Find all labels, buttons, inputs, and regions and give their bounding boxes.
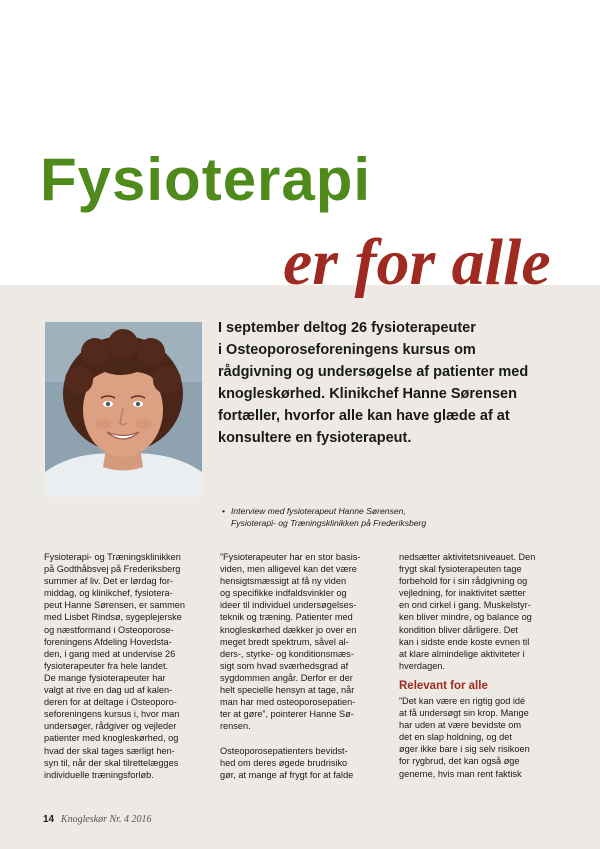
- text-line: Osteoporosepatienters bevidst-: [220, 745, 348, 756]
- text-line: sygdommen angår. Derfor er der: [220, 672, 353, 683]
- text-line: øger ikke bare i sig selv risikoen: [399, 744, 530, 755]
- text-line: viden, men alligevel kan det være: [220, 564, 357, 575]
- text-line: hed om deres øgede brudrisiko: [220, 757, 348, 768]
- text-line: frygt skal fysioterapeuten tage: [399, 564, 522, 575]
- article-column-3: [399, 551, 559, 780]
- article-column-1: [44, 551, 204, 781]
- text-line: summer af liv. Det er lørdag for-: [44, 576, 173, 587]
- paragraph-gap: [399, 672, 559, 679]
- text-line: hensigtsmæssigt at få ny viden: [220, 576, 347, 587]
- photo-caption: [222, 505, 562, 529]
- text-line: forbehold for i sin rådgivning og: [399, 576, 528, 587]
- text-line: man har med osteoporosepatien-: [220, 697, 356, 708]
- text-line: på Godthåbsvej på Frederiksberg: [44, 564, 181, 575]
- text-line: generne, hvis man rent faktisk: [399, 768, 522, 779]
- text-line: har uden at være bevidste om: [399, 720, 522, 731]
- title-main: Fysioterapi: [40, 146, 372, 213]
- text-line: nedsætter aktivitetsniveauet. Den: [399, 552, 536, 562]
- text-line: og specifikke indfaldsvinkler og: [220, 588, 347, 599]
- text-line: peut Hanne Sørensen, er sammen: [44, 600, 185, 611]
- title-subtitle: er for alle: [283, 226, 551, 299]
- text-line: ter at gøre”, pointerer Hanne Sø-: [220, 709, 354, 720]
- text-line: og næstformand i Osteoporose-: [44, 624, 174, 635]
- text-line: teknik og træning. Patienter med: [220, 612, 353, 623]
- text-line: rensen.: [220, 721, 251, 732]
- paragraph-gap: [220, 732, 385, 744]
- page-footer: [43, 814, 151, 825]
- text-line: vejledning, for inaktivitet sætter: [399, 588, 526, 599]
- text-line: med Lisbet Rindsø, sygeplejerske: [44, 612, 182, 623]
- text-line: seforeningens kursus i, hvor man: [44, 709, 180, 720]
- text-line: helt specielle hensyn at tage, når: [220, 685, 355, 696]
- lead-line: I september deltog 26 fysioterapeuter: [218, 320, 476, 336]
- lead-paragraph: [218, 317, 558, 449]
- text-line: deren for at deltage i Osteoporo-: [44, 697, 177, 708]
- text-line: ken bliver mindre, og balance og: [399, 612, 532, 623]
- caption-line: Interview med fysioterapeut Hanne Sørensen,: [231, 506, 406, 516]
- text-line: patienter med knogleskørhed, og: [44, 733, 179, 744]
- caption-line: Fysioterapi- og Træningsklinikken på Frederiksberg: [231, 518, 427, 528]
- page-number: 14: [43, 814, 55, 825]
- text-line: knogleskørhed dækker jo over en: [220, 624, 357, 635]
- magazine-issue: Knogleskør Nr. 4 2016: [60, 814, 152, 825]
- text-line: at få undersøgt sin krop. Mange: [399, 708, 529, 719]
- text-line: De mange fysioterapeuter har: [44, 672, 166, 683]
- lead-line: i Osteoporoseforeningens kursus om: [218, 342, 476, 358]
- section-subheading: Relevant for alle: [399, 679, 488, 692]
- text-line: gør, at mange af frygt for at falde: [220, 769, 354, 780]
- lead-line: rådgivning og undersøgelse af patienter med: [218, 364, 529, 380]
- lead-line: fortæller, hvorfor alle kan have glæde af at: [218, 408, 510, 424]
- text-line: for rygbrud, det kan også øge: [399, 756, 520, 767]
- text-line: undersøger, rådgiver og vejleder: [44, 721, 177, 732]
- text-line: kan i sidste ende koste evnen til: [399, 636, 530, 647]
- lead-line: konsultere en fysioterapeut.: [218, 430, 412, 446]
- portrait-illustration: [45, 322, 202, 497]
- text-line: Fysioterapi- og Træningsklinikken: [44, 552, 181, 562]
- text-line: middag, og klinikchef, fysiotera-: [44, 588, 173, 599]
- text-line: hverdagen.: [399, 660, 445, 671]
- text-line: kondition bliver dårligere. Det: [399, 624, 518, 635]
- text-line: fysioterapeuter fra hele landet.: [44, 660, 169, 671]
- text-line: sigt som hvad sværhedsgrad af: [220, 660, 349, 671]
- text-line: ideer til individuel undersøgelses-: [220, 600, 357, 611]
- article-column-2: [220, 551, 385, 781]
- text-line: ”Det kan være en rigtig god idé: [399, 695, 526, 706]
- text-line: foreningens Afdeling Hovedsta-: [44, 636, 172, 647]
- text-line: valgt at rive en dag ud af kalen-: [44, 685, 173, 696]
- text-line: ”Fysioterapeuter har en stor basis-: [220, 552, 361, 562]
- text-line: individuelle træningsforløb.: [44, 769, 154, 780]
- portrait-photo: [45, 322, 202, 497]
- text-line: meget bredt spektrum, såvel al-: [220, 636, 349, 647]
- text-line: det en slap holdning, og det: [399, 732, 512, 743]
- text-line: en ond cirkel i gang. Muskelstyr-: [399, 600, 531, 611]
- bullet-icon: •: [222, 506, 226, 516]
- text-line: syn til, når der skal tilrettelægges: [44, 757, 179, 768]
- text-line: hvad der skal tages særligt hen-: [44, 745, 175, 756]
- lead-line: knogleskørhed. Klinikchef Hanne Sørensen: [218, 386, 517, 402]
- text-line: den, i gang med at undervise 26: [44, 648, 176, 659]
- text-line: ders-, styrke- og konditionsmæs-: [220, 648, 354, 659]
- text-line: at klare almindelige aktiviteter i: [399, 648, 525, 659]
